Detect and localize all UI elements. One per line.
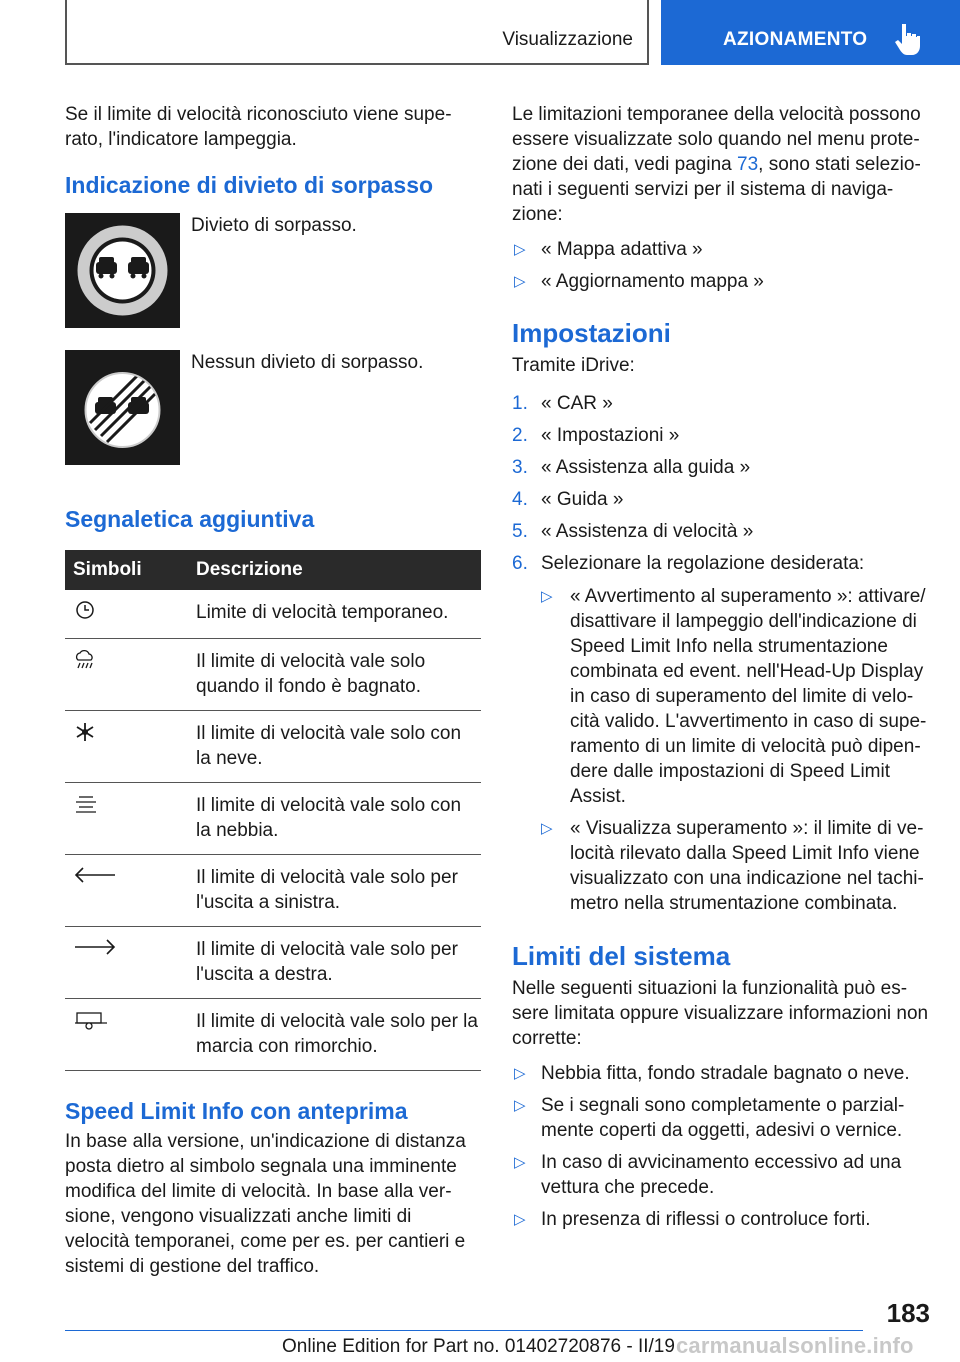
table-cell-description: Limite di velocità temporaneo.: [196, 590, 481, 639]
table-cell-description: Il limite di velocità vale solo con la nebbia.: [196, 783, 481, 855]
list-item: ▷ « Aggiornamento mappa »: [514, 271, 764, 292]
limits-paragraph: Nelle seguenti situazioni la funzionalità può essere limitata oppure visualizzare informazioni non corrette:: [512, 978, 929, 1049]
preview-paragraph: In base alla versione, un'indicazione di distanza posta dietro al simbolo segnala una imminente modifica del limite di velocità. In base alla versione, vengono visualizzati anche limiti di velocità temporanei, come per es. per cantieri e sistemi di gestione del traffico.: [65, 1131, 466, 1277]
list-item: 4. « Guida »: [512, 489, 624, 510]
triangle-bullet-icon: ▷: [514, 1154, 526, 1171]
heading-settings: Impostazioni: [512, 318, 671, 348]
limits-list: [512, 1061, 930, 1232]
triangle-bullet-icon: ▷: [514, 241, 526, 258]
header-section-box: [65, 0, 649, 65]
list-item: ▷ Nebbia fitta, fondo stradale bagnato o neve.: [514, 1063, 910, 1084]
list-item: 2. « Impostazioni »: [512, 425, 680, 446]
sign-row-end-no-overtaking: [65, 350, 481, 478]
triangle-bullet-icon: ▷: [541, 820, 553, 837]
heading-additional-signs: Segnaletica aggiuntiva: [65, 506, 315, 532]
table-row: [65, 855, 481, 927]
triangle-bullet-icon: ▷: [541, 588, 553, 605]
trailer-icon: [73, 1009, 109, 1031]
table-row: [65, 783, 481, 855]
sub-options-list: [541, 584, 930, 916]
list-item: ▷ In presenza di riflessi o controluce forti.: [514, 1209, 871, 1230]
no-overtaking-sign-icon: [65, 213, 180, 328]
clock-icon: [73, 600, 97, 620]
footer-divider: [65, 1330, 863, 1331]
services-list: [512, 237, 930, 294]
fog-icon: [73, 793, 99, 815]
heading-speed-limit-preview: Speed Limit Info con anteprima: [65, 1098, 408, 1124]
triangle-bullet-icon: ▷: [514, 1211, 526, 1228]
table-row: [65, 711, 481, 783]
list-item: ▷ « Mappa adattiva »: [514, 239, 703, 260]
additional-signs-table: [65, 550, 481, 1071]
hand-pointer-icon: [893, 22, 923, 56]
page-number: 183: [886, 1298, 930, 1328]
triangle-bullet-icon: ▷: [514, 1097, 526, 1114]
triangle-bullet-icon: ▷: [514, 273, 526, 290]
table-header-symbols: Simboli: [65, 550, 196, 590]
heading-system-limits: Limiti del sistema: [512, 941, 731, 971]
table-cell-description: Il limite di velocità vale solo per l'uscita a destra.: [196, 927, 481, 999]
table-row: [65, 590, 481, 639]
arrow-right-icon: [73, 937, 117, 957]
table-cell-description: Il limite di velocità vale solo per la marcia con rimorchio.: [196, 999, 481, 1071]
section-title: Visualizzazione: [502, 29, 633, 50]
chapter-title: AZIONAMENTO: [723, 29, 868, 50]
settings-steps: [512, 391, 930, 916]
chapter-tab[interactable]: [661, 0, 960, 65]
table-row: [65, 999, 481, 1071]
list-item: ▷ « Avvertimento al superamento »: attivare/ disattivare il lampeggio dell'indicazione di Speed Limit Info nella strumentazione combinata ed event. nell'Head-Up Display in caso di superamento del limite di velocità valido. L'avvertimento in caso di superamento di un limite di velocità può dipendere dalle impostazioni di Speed Limit Assist.: [541, 586, 927, 807]
list-item: ▷ In caso di avvicinamento eccessivo ad una vettura che precede.: [514, 1152, 902, 1198]
table-cell-description: Il limite di velocità vale solo quando il fondo è bagnato.: [196, 639, 481, 711]
table-header-row: [65, 550, 481, 590]
sign-row-no-overtaking: [65, 213, 481, 341]
footer-watermark: carmanualsonline.info: [676, 1333, 914, 1358]
sign-description: Divieto di sorpasso.: [191, 215, 357, 236]
heading-no-overtaking: Indicazione di divieto di sorpasso: [65, 172, 434, 198]
list-item: 3. « Assistenza alla guida »: [512, 457, 751, 478]
table-header-description: Descrizione: [196, 550, 481, 590]
rain-cloud-icon: [73, 649, 97, 671]
footer-edition: Online Edition for Part no. 01402720876 - II/19: [282, 1336, 675, 1357]
sign-description: Nessun divieto di sorpasso.: [191, 352, 424, 373]
table-cell-description: Il limite di velocità vale solo con la neve.: [196, 711, 481, 783]
list-item: ▷ Se i segnali sono completamente o parzialmente coperti da oggetti, adesivi o vernice.: [514, 1095, 905, 1141]
left-column: [65, 102, 481, 1279]
right-column: [512, 102, 930, 1232]
table-row: [65, 927, 481, 999]
list-item: ▷ « Visualizza superamento »: il limite di velocità rilevato dalla Speed Limit Info viene visualizzato con una indicazione nel tachimetro nella strumentazione combinata.: [541, 818, 924, 914]
intro-paragraph: Se il limite di velocità riconosciuto viene superato, l'indicatore lampeggia.: [65, 104, 452, 150]
list-item: 6. Selezionare la regolazione desiderata: ▷ « Avvertimento al superamento »: attivare/ disattivare il lampeggio dell'indicazione di Speed Limit Info nella strumentazione combinata ed event. nell'Head-Up Display in caso di superamento del limite di velocità valido. L'avvertimento in caso di superamento di un limite di velocità può dipendere dalle impostazioni di Speed Limit Assist. ▷ « Visualizza superamento »: il limite di velocità rilevato dalla Speed Limit Info viene visualizzato con una indicazione nel tachimetro nella strumentazione combinata.: [512, 551, 930, 916]
page-link[interactable]: 73: [737, 154, 759, 175]
list-item: 1. « CAR »: [512, 393, 613, 414]
idrive-label: Tramite iDrive:: [512, 355, 635, 376]
list-item: 5. « Assistenza di velocità »: [512, 521, 754, 542]
table-cell-description: Il limite di velocità vale solo per l'uscita a sinistra.: [196, 855, 481, 927]
arrow-left-icon: [73, 865, 117, 885]
end-no-overtaking-sign-icon: [65, 350, 180, 465]
snowflake-icon: [73, 721, 97, 743]
table-row: [65, 639, 481, 711]
privacy-paragraph: Le limitazioni temporanee della velocità possono essere visualizzate solo quando nel menu protezione dei dati, vedi pagina 73, sono stati selezionati i seguenti servizi per il sistema di navigazione:: [512, 104, 921, 225]
triangle-bullet-icon: ▷: [514, 1065, 526, 1082]
